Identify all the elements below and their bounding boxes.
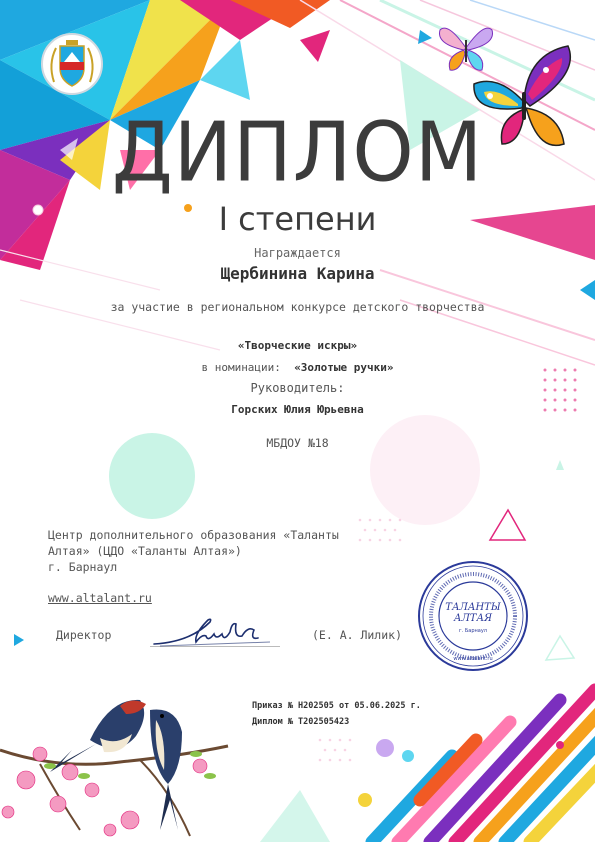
- altai-coat-of-arms-icon: [40, 32, 104, 96]
- organization-block: [48, 527, 348, 575]
- organization-stamp: [417, 560, 529, 672]
- diploma-title: ДИПЛОМ: [111, 105, 484, 201]
- organization-city: г. Барнаул: [48, 560, 118, 574]
- nomination-name: «Золотые ручки»: [294, 361, 394, 374]
- supervisor-label: Руководитель:: [250, 381, 345, 395]
- stamp-city: г. Барнаул: [459, 628, 487, 634]
- contest-name: «Творческие искры»: [237, 339, 358, 352]
- recipient-name: Щербинина Карина: [220, 264, 375, 283]
- supervisor-name: Горских Юлия Юрьевна: [231, 403, 364, 416]
- order-number: Приказ № Н202505 от 05.06.2025 г.: [252, 701, 421, 711]
- award-reason: за участие в региональном конкурсе детского творчества: [110, 300, 485, 314]
- stamp-text-1: ТАЛАНТЫ: [445, 602, 501, 613]
- school-name: МБДОУ №18: [266, 436, 329, 450]
- stamp-text-2: АЛТАЯ: [453, 613, 493, 624]
- swallows-on-blossom-branch-icon: [0, 680, 230, 842]
- nomination-line: [0, 361, 595, 374]
- organization-name: Центр дополнительного образования «Таланты Алтая» (ЦДО «Таланты Алтая»): [48, 528, 339, 558]
- stamp-site: www.altalant.ru: [453, 656, 493, 662]
- director-name: (Е. А. Лилик): [312, 628, 403, 642]
- diploma-degree: I степени: [218, 200, 377, 238]
- handwritten-signature: [150, 612, 280, 652]
- diploma-number: Диплом № Т202505423: [252, 717, 350, 727]
- director-label: Директор: [56, 628, 112, 642]
- nomination-label: в номинации:: [201, 361, 281, 374]
- awarded-label: Награждается: [254, 246, 341, 260]
- organization-website-link[interactable]: www.altalant.ru: [48, 591, 152, 605]
